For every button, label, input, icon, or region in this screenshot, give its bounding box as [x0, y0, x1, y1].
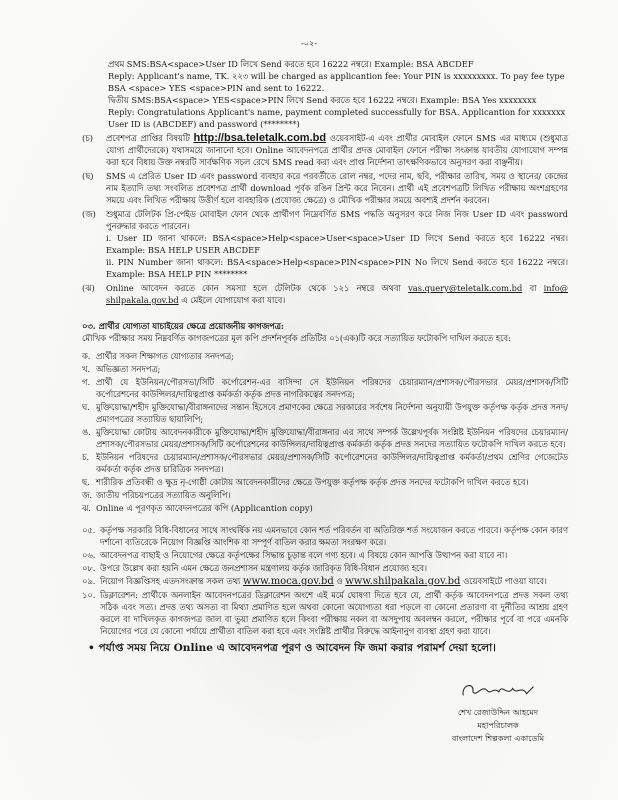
item-ja [82, 208, 568, 280]
admit-card-link[interactable]: http://bsa.teletalk.com.bd [193, 132, 327, 144]
clause-list [82, 524, 568, 574]
document-list-item-text: শারীরিক প্রতিবন্ধী ও ক্ষুদ্র নৃ-গোষ্ঠী কোটায় আবেদনকারীদের ক্ষেত্রে উপযুক্ত কর্তৃপক্ষ কর্তৃক প্রদত্ত সনদের ফটোকপি দাখিল করতে হবে। [96, 477, 529, 487]
clause-label: ০৮. [82, 563, 96, 573]
clause [82, 524, 568, 548]
closing-advice [82, 641, 568, 656]
document-list-item [82, 363, 568, 375]
teletalk-email-link[interactable]: vas.query@teletalk.com.bd [408, 283, 523, 293]
section-3 [82, 320, 568, 514]
clause-text: ডিক্লারেশন: প্রার্থীকে অনলাইন আবেদনপত্রের ডিক্লারেশন অংশে এই মর্মে ঘোষণা দিতে হবে যে, প্রার্থী কর্তৃক আবেদনপত্রে প্রদত্ত সকল তথ্য সঠিক এবং সত্য। প্রদত্ত তথ্য অসত্য বা মিথ্যা প্রমাণিত হলে অথবা কোনো অযোগ্যতা ধরা পড়লে বা কোনো প্রতারণা বা দুর্নীতির আশ্রয় গ্রহণ করলে বা দাখিলকৃত কাগজপত্র জাল বা ভুয়া প্রমাণিত হলে কিংবা পরীক্ষায় নকল বা অসদুপায় অবলম্বন করলে, পরীক্ষার পূর্বে বা পরে এমনকি নিয়োগের পরে যে কোনো পর্যায়ে প্রার্থীতা বাতিল করা হবে এবং সংশ্লিষ্ট প্রার্থীর বিরুদ্ধে আইনানুগ ব্যবস্থা গ্রহণ করা যাবে। [100, 590, 568, 636]
item-text: শুধুমাত্র টেলিটক প্রি-পেইড মোবাইল ফোন থেকে প্রার্থীগণ নিম্নেবর্ণিত SMS পদ্ধতি অনুসরণ করে নিজ নিজ User ID এবং password পুনরুদ্ধার করতে পারবেন। [106, 209, 568, 231]
clause-text: নিয়োগ বিজ্ঞপ্তিসহ এতদসংক্রান্ত সকল তথ্য [100, 576, 241, 586]
clause-label: ০৬. [82, 550, 96, 560]
pin-recovery: ii. PIN Number জানা থাকলে: BSA<space>Help<space>PIN<space>PIN No লিখে Send করতে হবে 16222 নম্বরে। Example: BSA HELP PIN ******** [106, 257, 568, 279]
clause-text: ওয়েবসাইটে পাওয়া যাবে। [463, 576, 547, 586]
clause-label: ০৯. [82, 576, 96, 586]
user-id-recovery: i. User ID জানা থাকলে: BSA<space>Help<space>User<space>User ID লিখে Send করতে হবে 16222 নম্বর। Example: BSA HELP USER ABCDEF [106, 233, 568, 255]
clause [82, 562, 568, 574]
document-list-item [82, 376, 568, 400]
item-label: (চ) [82, 133, 93, 143]
clause-text: কর্তৃপক্ষ সরকারি বিধি-বিধানের সাথে সাংঘর্ষিক নয় এমনভাবে কোন শর্ত পরিবর্তন বা অতিরিক্ত শর্ত সংযোজন করতে পারবে। কর্তৃপক্ষ কোন কারণ দর্শানো ব্যতিরেকে নিয়োগ বিজ্ঞপ্তি আংশিক বা সম্পূর্ণ বাতিল করার ক্ষমতা সংরক্ষণ করে। [100, 525, 569, 547]
closing-advice-text: পর্যাপ্ত সময় নিয়ে Online এ আবেদনপত্র পূরণ ও আবেদন ফি জমা করার পরামর্শ দেয়া হলো। [98, 642, 496, 654]
item-label: (ঝ) [82, 283, 95, 293]
document-list-item-text: মুক্তিযোদ্ধা/শহীদ মুক্তিযোদ্ধা/বীরাঙ্গনাদের সন্তান হিসেবে প্রমাণকের ক্ষেত্রে সরকারের সর্বশেষ নির্দেশনা অনুযায়ী উপযুক্ত কর্তৃপক্ষ কর্তৃক প্রদত্ত সনদ/প্রমাণপত্রের সত্যায়িত ছায়ালিপি; [96, 402, 568, 424]
second-reply: Reply: Congratulations Applicant's name, payment completed successfully for BSA. Applicantion for xxxxxxx User ID is (ABCDEF) and password (********) [108, 107, 566, 129]
instruction-items [82, 132, 568, 306]
document-list-item-text: প্রার্থীর সকল শিক্ষাগত যোগ্যতার সনদপত্র; [96, 351, 234, 361]
clause-label: ১০. [82, 590, 96, 600]
item-label: (ছ) [82, 171, 94, 181]
sms-instructions [82, 58, 568, 130]
clause-text: আবেদনপত্র বাছাই ও নিয়োগের ক্ষেত্রে কর্তৃপক্ষের সিদ্ধান্ত চূড়ান্ত বলে গণ্য হবে। এ বিষয়ে কোন আপত্তি উত্থাপন করা যাবে না। [100, 550, 508, 560]
first-reply: Reply: Applicant's name, TK. ২২৩ will be charged as applicantion fee: Your PIN is xxxxxxxxx. To pay fee type BSA <space> YES <space>PIN and sent to 16222. [108, 71, 565, 93]
bullet-icon: • [88, 642, 99, 654]
section-3-intro: মৌখিক পরীক্ষার সময় নিম্নবর্ণিত কাগজপত্রের মূল কপি প্রদর্শনপূর্বক প্রতিটির ০১(এক)টি করে সত্যায়িত ফটোকপি দাখিল করতে হবে: [82, 333, 511, 343]
item-jha [82, 282, 568, 306]
section-3-heading: ০৩. প্রার্থীর যোগ্যতা যাচাইয়ের ক্ষেত্রে প্রয়োজনীয় কাগজপত্র: [82, 321, 284, 331]
document-list-item-label: জ. [82, 490, 93, 500]
moca-website-link[interactable]: www.moca.gov.bd [243, 576, 334, 587]
signature-image [453, 678, 543, 704]
item-text: এ মেইলে যোগাযোগ করা যাবে। [181, 295, 286, 305]
document-list-item [82, 489, 568, 501]
item-cha [82, 132, 568, 168]
item-text: বা [529, 283, 537, 293]
document-list-item [82, 476, 568, 488]
document-list-item [82, 426, 568, 450]
document-list-item-text: মুক্তিযোদ্ধা কোটায় আবেদনকারীকে মুক্তিযোদ্ধা/শহীদ মুক্তিযোদ্ধা/বীরাঙ্গনার এর সাথে সম্পর্ক উল্লেখপূর্বক সংশ্লিষ্ট ইউনিয়ন পরিষদের চেয়ারম্যান/প্রশাসক/পৌরসভার মেয়র/প্রশাসক/সিটি কর্পোরেশনের কাউন্সিলর/দায়িত্বপ্রাপ্ত কর্মকর্তা কর্তৃক প্রদত্ত সনদের সত্যায়িত ফটোকপি দাখিল করতে হবে। [96, 427, 568, 449]
document-list-item-text: জাতীয় পরিচয়পত্রের সত্যায়িত অনুলিপি। [96, 490, 231, 500]
numbered-clauses [82, 524, 568, 637]
document-list-item [82, 451, 568, 475]
document-list-item-label: চ. [82, 452, 90, 462]
clause-text: উপরে উল্লেখ করা হয়নি এমন ক্ষেত্রে জনপ্রশাসন মন্ত্রণালয় কর্তৃক জারিকৃত বিধি-বিধান প্রযোজ্য হবে। [100, 563, 427, 573]
clause [82, 549, 568, 561]
item-text: ওয়েবসাইট-এ এবং প্রার্থীর মোবাইল ফোনে SMS এর মাধ্যমে (শুধুমাত্র যোগ্য প্রার্থীদেরকে) যথাসময়ে জানানো হবে। Online আবেদনপত্রে প্রার্থীর প্রদত্ত মোবাইল ফোনে পরীক্ষা সংক্রান্ত যাবতীয় যোগাযোগ সম্পন্ন করা হবে বিধায় উক্ত নম্বরটি সার্বক্ষণিক সচল রেখে SMS read করা এবং প্রাপ্ত নির্দেশনা তাৎক্ষণিকভাবে অনুসরণ করা বাঞ্ছনীয়। [106, 133, 569, 167]
signature-area [82, 678, 568, 745]
shilpakala-email-link[interactable]: info@ shilpakala.gov.bd [106, 283, 569, 305]
document-list-item-label: ক. [82, 351, 91, 361]
clause-text: ও [336, 576, 343, 586]
clause-label: ০৫. [82, 525, 96, 535]
signatory-organization: বাংলাদেশ শিল্পকলা একাডেমি [451, 734, 545, 743]
signature-block [438, 678, 558, 745]
document-list-item-text: Online এ পূরণকৃত আবেদনপত্রের কপি (Applicantion copy) [96, 503, 313, 513]
item-text: Online আবেদন করতে কোন সমস্যা হলে টেলিটক থেকে ১২১ নম্বরে অথবা [106, 283, 401, 293]
shilpakala-website-link[interactable]: www.shilpakala.gov.bd [345, 576, 461, 587]
signatory-name: শেখ রেজাউদ্দিন আহমেদ [457, 708, 539, 717]
page-number: -০২- [301, 39, 317, 48]
clause-09 [82, 575, 568, 588]
document-list-item-text: অভিজ্ঞতা সনদপত্র; [96, 364, 161, 374]
item-chha [82, 170, 568, 206]
document-list-item-label: গ. [82, 377, 91, 387]
document-list-item-label: ঙ. [82, 427, 91, 437]
document-list [82, 350, 568, 514]
signatory-title: মহাপরিচালক [477, 721, 519, 730]
first-sms: প্রথম SMS:BSA<space>User ID লিখে Send করতে হবে 16222 নম্বরে। Example: BSA ABCDEF [108, 59, 474, 69]
document-list-item [82, 350, 568, 362]
clause-10 [82, 589, 568, 637]
document-list-item-label: ছ. [82, 477, 90, 487]
item-label: (জ) [82, 209, 96, 219]
document-list-item [82, 401, 568, 425]
document-list-item-label: ঘ. [82, 402, 90, 412]
document-list-item-text: ইউনিয়ন পরিষদের চেয়ারম্যান/প্রশাসক/পৌরসভার মেয়র/প্রশাসক/সিটি কর্পোরেশনের কাউন্সিলর/দায়িত্বপ্রাপ্ত কর্মকর্তা/প্রথম শ্রেণির গেজেটেড কর্মকর্তা কর্তৃক প্রদত্ত চারিত্রিক সনদপত্র। [96, 452, 568, 474]
document-list-item-text: প্রার্থী যে ইউনিয়ন/পৌরসভা/সিটি কর্পোরেশন-এর বাসিন্দা সে ইউনিয়ন পরিষদের চেয়ারম্যান/প্রশাসক/পৌরসভার মেয়র/প্রশাসক/সিটি কর্পোরেশনের কাউন্সিলর/দায়িত্বপ্রাপ্ত কর্মকর্তা কর্তৃক প্রদত্ত নাগরিকত্বের সনদপত্র; [96, 377, 568, 399]
document-list-item [82, 502, 568, 514]
item-text: প্রবেশপত্র প্রাপ্তির বিষয়টি [106, 133, 190, 143]
document-list-item-label: খ. [82, 364, 91, 374]
document-list-item-label: ঝ. [82, 503, 91, 513]
item-text: SMS এ প্রেরিত User ID এবং password ব্যবহার করে পরবর্তীতে রোল নম্বর, পদের নাম, ছবি, পরীক্ষার তারিখ, সময় ও স্থানের/ কেন্দ্রের নাম ইত্যাদি তথ্য সংবলিত প্রবেশপত্র প্রার্থী download পূর্বক রঙিন প্রিন্ট করে নিবেন। প্রার্থী এই প্রবেশপত্রটি লিখিত পরীক্ষায় অংশগ্রহণের সময়ে এবং লিখিত পরীক্ষায় উত্তীর্ণ হলে ব্যবহারিক (প্রযোজ্য ক্ষেত্রে) ও মৌখিক পরীক্ষার সময়ে অবশ্যই প্রদর্শন করবেন। [106, 171, 568, 205]
second-sms: দ্বিতীয় SMS:BSA<space> YES<space>PIN লিখে Send করতে হবে 16222 নম্বরে। Example: BSA Yes xxxxxxxx [108, 95, 537, 105]
